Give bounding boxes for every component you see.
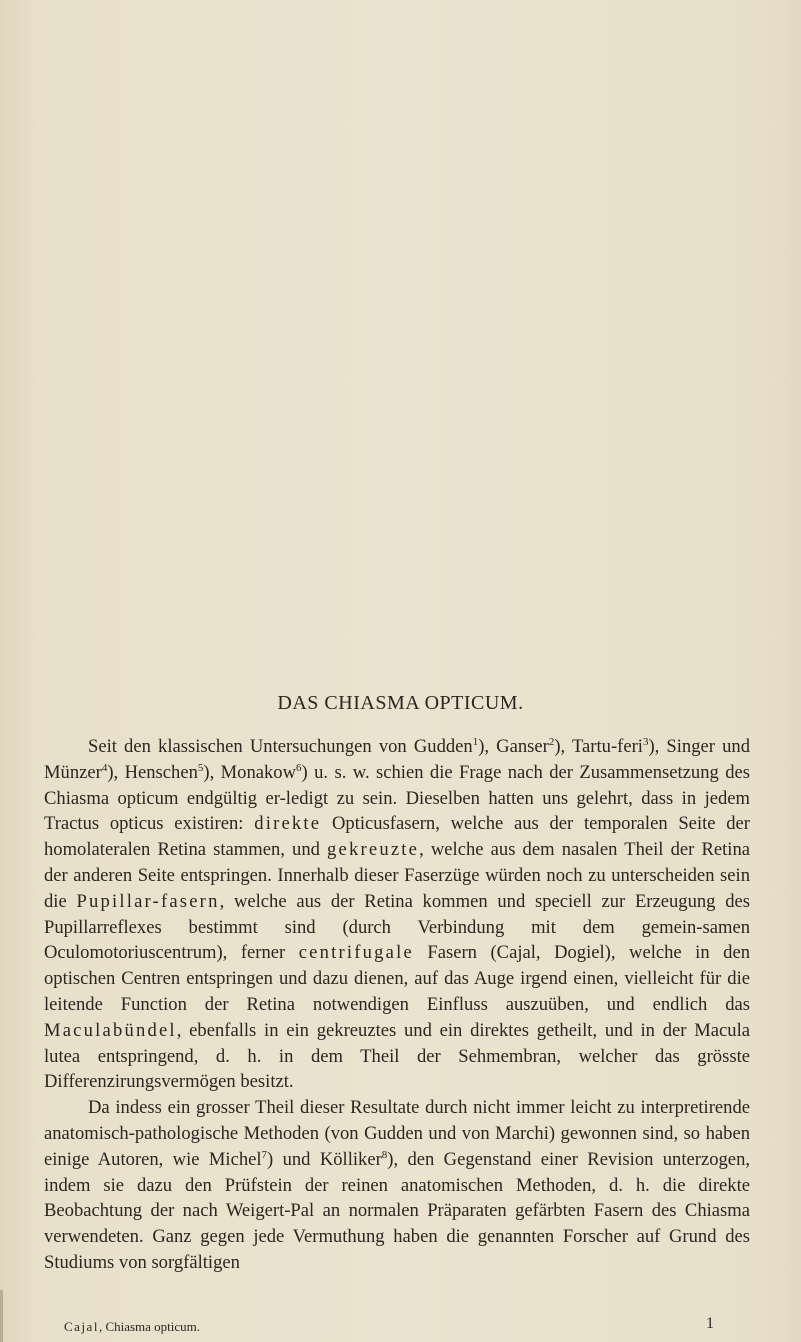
paragraph-2: Da indess ein grosser Theil dieser Resultate durch nicht immer leicht zu interpretirende anatomisch-pathologische Methoden (von Gudden und von Marchi) gewonnen sind, so haben einige Autoren, wie Michel$^7$) und Kölliker$^8$), den Gegenstand einer Revision unterzogen, indem sie dazu den Prüfstein der reinen anatomischen Methoden, d. h. die direkte Beobachtung der nach Weigert-Pal an normalen Präparaten gefärbten Fasern des Chiasma verwendeten. Ganz gegen jede Vermuthung haben die genannten Forscher auf Grund des Studiums von sorgfältigen (44, 1097, 751, 1273)
body-text (44, 734, 750, 1276)
footnote-ref: 5 (197, 761, 204, 774)
footnote-ref: 4 (101, 761, 108, 774)
footnote-ref: 6 (296, 761, 302, 774)
footer-work: , Chiasma opticum. (98, 1319, 201, 1334)
spaced-term: gekreuzte (327, 839, 420, 861)
spaced-term: centrifugale (298, 942, 414, 964)
footnote-ref: 2 (548, 735, 555, 748)
chapter-heading: DAS CHIASMA OPTICUM. (277, 692, 524, 714)
footnote-ref: 3 (642, 735, 649, 748)
footnote-ref: 1 (472, 735, 479, 748)
footer-author: Cajal (64, 1319, 99, 1334)
footnote-ref: 8 (381, 1148, 388, 1161)
page-edge (0, 1290, 3, 1342)
spaced-term: direkte (254, 813, 322, 835)
spaced-term: Maculabündel (44, 1019, 177, 1041)
paragraph-1: Seit den klassischen Untersuchungen von Gudden$^1$), Ganser$^2$), Tartu-feri$^3$), Singer und Münzer$^4$), Henschen$^5$), Monakow$^6$) u. s. w. schien die Frage nach der Zusammensetzung des Chiasma opticum endgültig er-ledigt zu sein. Dieselben hatten uns gelehrt, dass in jedem Tractus opticus existiren: direkte Opticusfasern, welche aus der temporalen Seite der homolateralen Retina stammen, und gekreuzte, welche aus dem nasalen Theil der Retina der anderen Seite entspringen. Innerhalb dieser Faserzüge würden noch zu unterscheiden sein die Pupillar-fasern, welche aus der Retina kommen und speciell zur Erzeugung des Pupillarreflexes bestimmt sind (durch Verbindung mit dem gemein-samen Oculomotoriuscentrum), ferner centrifugale Fasern (Cajal, Dogiel), welche in den optischen Centren entspringen und dazu dienen, auf das Auge irgend einen, vielleicht für die leitende Function der Retina notwendigen Einfluss auszuüben, und endlich das Maculabündel, ebenfalls in ein gekreuztes und ein direktes getheilt, und in der Macula lutea entspringend, d. h. in dem Theil der Sehmembran, welcher das grösste Differenzirungsvermögen besitzt. (44, 735, 750, 1093)
signature-mark: 1 (706, 1315, 714, 1332)
spaced-term: Pupillar-fasern (76, 890, 220, 912)
signature-line (64, 1319, 200, 1335)
footnote-ref: 7 (261, 1148, 268, 1161)
